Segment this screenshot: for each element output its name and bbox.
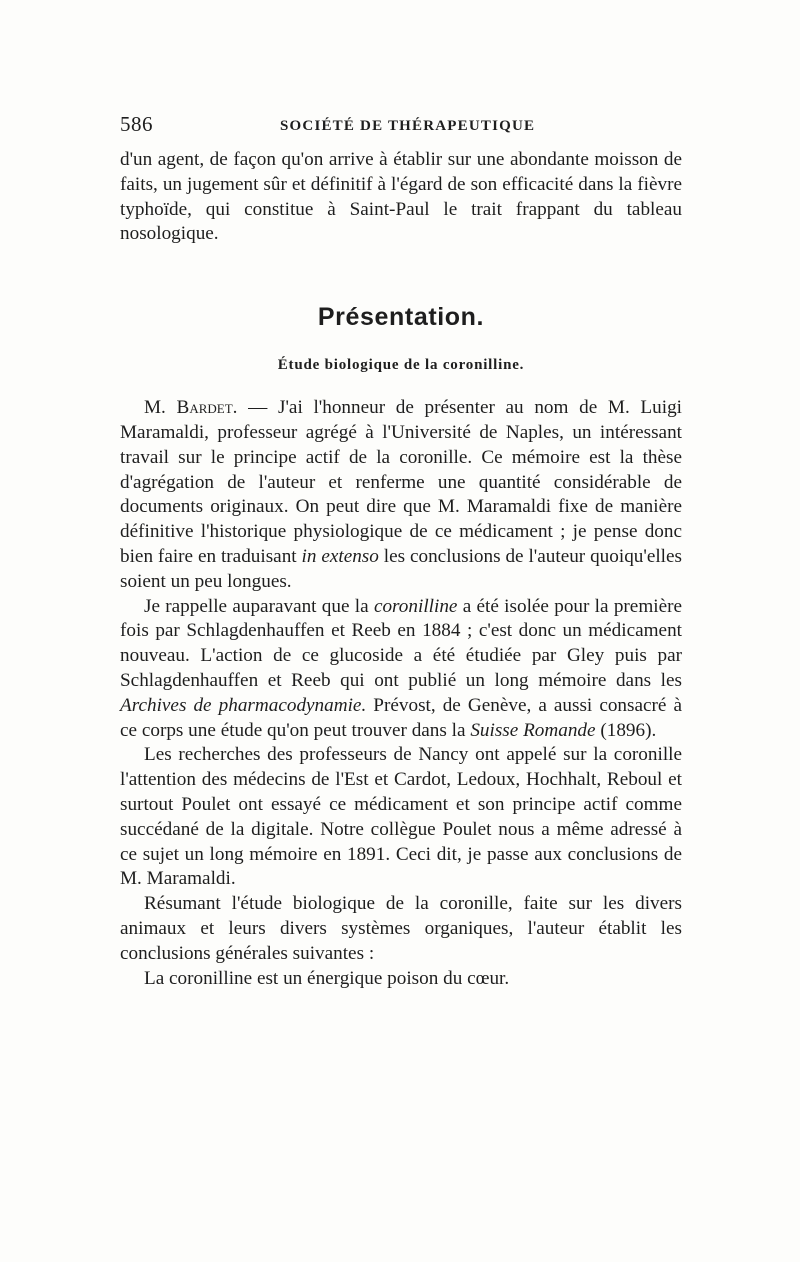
subsection-title: Étude biologique de la coronilline. (277, 357, 525, 374)
paragraph-summary: Résumant l'étude biologique de la coronille, faite sur les divers animaux et leurs divers systèmes organiques, l'auteur établit les conclusions générales suivantes : (120, 893, 682, 964)
paragraph-bardet (120, 396, 682, 594)
speaker-prefix: M. (144, 397, 177, 419)
journal-title: SOCIÉTÉ DE THÉRAPEUTIQUE (280, 118, 536, 134)
paragraph-text: — J'ai l'honneur de présenter au nom de M. Luigi Maramaldi, professeur agrégé à l'Université de Naples, un intéressant travail sur le principe actif de la coronille. Ce mémoire est la thèse d'agrégation de l'auteur et renferme une quantité considérable de documents originaux. On peut dire que M. Maramaldi fixe de manière définitive l'historique physiologique de ce médicament ; je pense donc bien faire en traduisant (120, 397, 682, 567)
paragraph-text: Prévost, de Genève, a aussi consacré à ce corps une étude qu'on peut trouver dans la (120, 694, 682, 741)
book-page (120, 100, 682, 991)
italic-term: Archives de pharmacodynamie. (120, 694, 367, 716)
paragraph-text: (1896). (595, 719, 657, 741)
italic-term: coronilline (373, 595, 458, 617)
paragraph-history (120, 595, 682, 744)
section-title: Présentation. (317, 303, 485, 332)
page-number: 586 (120, 112, 153, 136)
body-text (120, 148, 682, 991)
paragraph-text: les conclusions de l'auteur quoiqu'elles soient un peu longues. (120, 545, 682, 592)
paragraph-text: a été isolée pour la première fois par Schlagdenhauffen et Reeb en 1884 ; c'est donc un médicament nouveau. L'action de ce glucoside a été étudiée par Gley puis par Schlagdenhauffen et Reeb qui ont publié un long mémoire dans les (120, 595, 682, 691)
running-header (120, 100, 682, 140)
paragraph-research: Les recherches des professeurs de Nancy ont appelé sur la coronille l'attention des médecins de l'Est et Cardot, Ledoux, Hochhalt, Reboul et surtout Poulet ont essayé ce médicament et son principe actif comme succédané de la digitale. Notre collègue Poulet nous a même adressé à ce sujet un long mémoire en 1891. Ceci dit, je passe aux conclusions de M. Maramaldi. (120, 744, 682, 890)
paragraph-conclusion: La coronilline est un énergique poison du cœur. (144, 967, 510, 989)
paragraph-text: Je rappelle auparavant que la (144, 595, 374, 617)
intro-paragraph: d'un agent, de façon qu'on arrive à établir sur une abondante moisson de faits, un jugement sûr et définitif à l'égard de son efficacité dans la fièvre typhoïde, qui constitue à Saint-Paul le trait frappant du tableau nosologique. (120, 149, 682, 245)
italic-term: in extenso (301, 545, 379, 567)
italic-term: Suisse Romande (470, 719, 596, 741)
speaker-name: Bardet. (176, 397, 238, 419)
